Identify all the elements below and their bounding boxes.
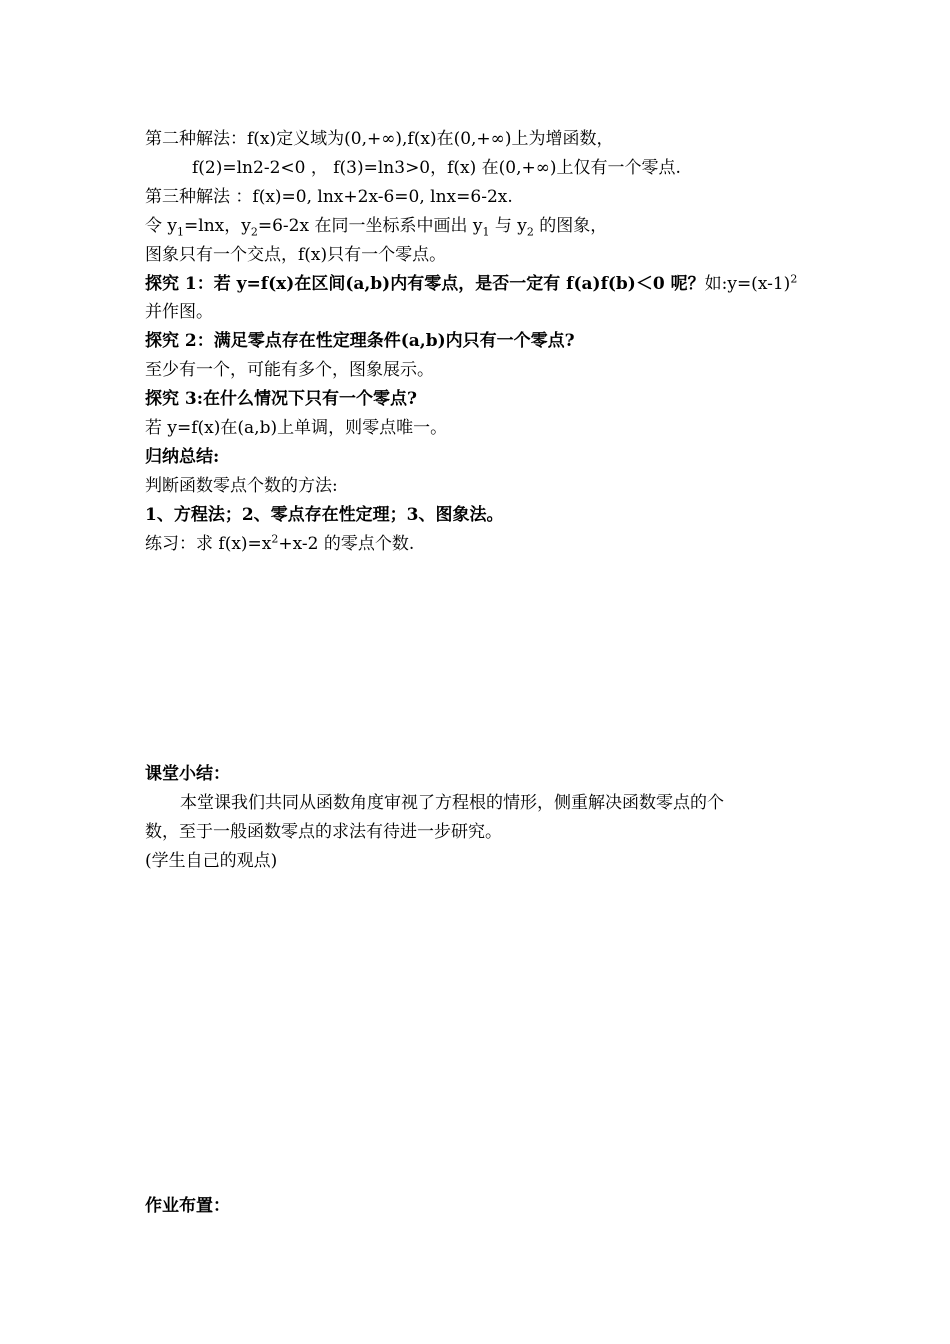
- solution-2-line: [145, 125, 835, 153]
- homework-heading-line: [145, 1192, 835, 1220]
- class-summary-paragraph-line-1: [180, 789, 870, 817]
- methods-list-line: [145, 501, 835, 529]
- subscript: 2: [250, 225, 258, 239]
- summary-heading-line: [145, 443, 835, 471]
- solution-2-detail-text: f(2)=ln2-2<0 ， f(3)=ln3>0，f(x) 在(0,+∞)上仅有一个零点.: [192, 158, 681, 178]
- text-segment: 练习：求 f(x)=x: [145, 534, 272, 554]
- subscript: 1: [177, 225, 185, 239]
- explore-1-continued-line: [145, 298, 835, 326]
- text-segment: 的图象，: [533, 216, 608, 236]
- explore-3-answer-line: [145, 414, 835, 442]
- homework-heading: 作业布置：: [145, 1196, 230, 1216]
- class-summary-paragraph-line-2: [145, 818, 835, 846]
- explore-3-question: 探究 3:在什么情况下只有一个零点?: [145, 389, 417, 409]
- methods-list: 1、方程法；2、零点存在性定理；3、图象法。: [145, 505, 504, 525]
- class-summary-text-2: 数，至于一般函数零点的求法有待进一步研究。: [145, 822, 502, 842]
- text-segment: 与 y: [489, 216, 527, 236]
- explore-1-continued-text: 并作图。: [145, 302, 213, 322]
- solution-3-text: 第三种解法 ：f(x)=0, lnx+2x-6=0, lnx=6-2x.: [145, 187, 513, 207]
- solution-3-conclusion-line: [145, 241, 835, 269]
- student-view-text: (学生自己的观点): [145, 851, 278, 871]
- explore-3-answer: 若 y=f(x)在(a,b)上单调，则零点唯一。: [145, 418, 448, 438]
- class-summary-heading-line: [145, 760, 835, 788]
- explore-3-line: [145, 385, 835, 413]
- explore-2-line: [145, 327, 835, 355]
- class-summary-text-1: 本堂课我们共同从函数角度审视了方程根的情形，侧重解决函数零点的个: [180, 793, 724, 813]
- text-segment: =lnx，y: [184, 216, 251, 236]
- methods-intro-line: [145, 472, 835, 500]
- text-segment: +x-2 的零点个数.: [278, 534, 415, 554]
- solution-3-line: [145, 183, 835, 211]
- superscript: 2: [271, 532, 279, 546]
- explore-2-answer: 至少有一个，可能有多个，图象展示。: [145, 360, 434, 380]
- explore-1-line: [145, 270, 835, 298]
- solution-2-detail-line: [192, 154, 882, 182]
- explore-1-question: 探究 1：若 y=f(x)在区间(a,b)内有零点，是否一定有 f(a)f(b)＜0 呢？: [145, 274, 705, 294]
- text-segment: =6-2x 在同一坐标系中画出 y: [257, 216, 483, 236]
- superscript: 2: [790, 272, 798, 286]
- exercise-line: [145, 530, 835, 558]
- explore-2-question: 探究 2：满足零点存在性定理条件(a,b)内只有一个零点?: [145, 331, 575, 351]
- solution-3-graph-line: [145, 212, 835, 240]
- subscript: 1: [482, 225, 490, 239]
- subscript: 2: [526, 225, 534, 239]
- student-view-line: [145, 847, 835, 875]
- solution-3-conclusion-text: 图象只有一个交点，f(x)只有一个零点。: [145, 245, 447, 265]
- explore-2-answer-line: [145, 356, 835, 384]
- methods-intro: 判断函数零点个数的方法:: [145, 476, 338, 496]
- class-summary-heading: 课堂小结：: [145, 764, 230, 784]
- summary-heading: 归纳总结:: [145, 447, 220, 467]
- solution-2-text: 第二种解法：f(x)定义域为(0,+∞),f(x)在(0,+∞)上为增函数，: [145, 129, 614, 149]
- explore-1-example: 如:y=(x-1): [704, 274, 791, 294]
- text-segment: 令 y: [145, 216, 178, 236]
